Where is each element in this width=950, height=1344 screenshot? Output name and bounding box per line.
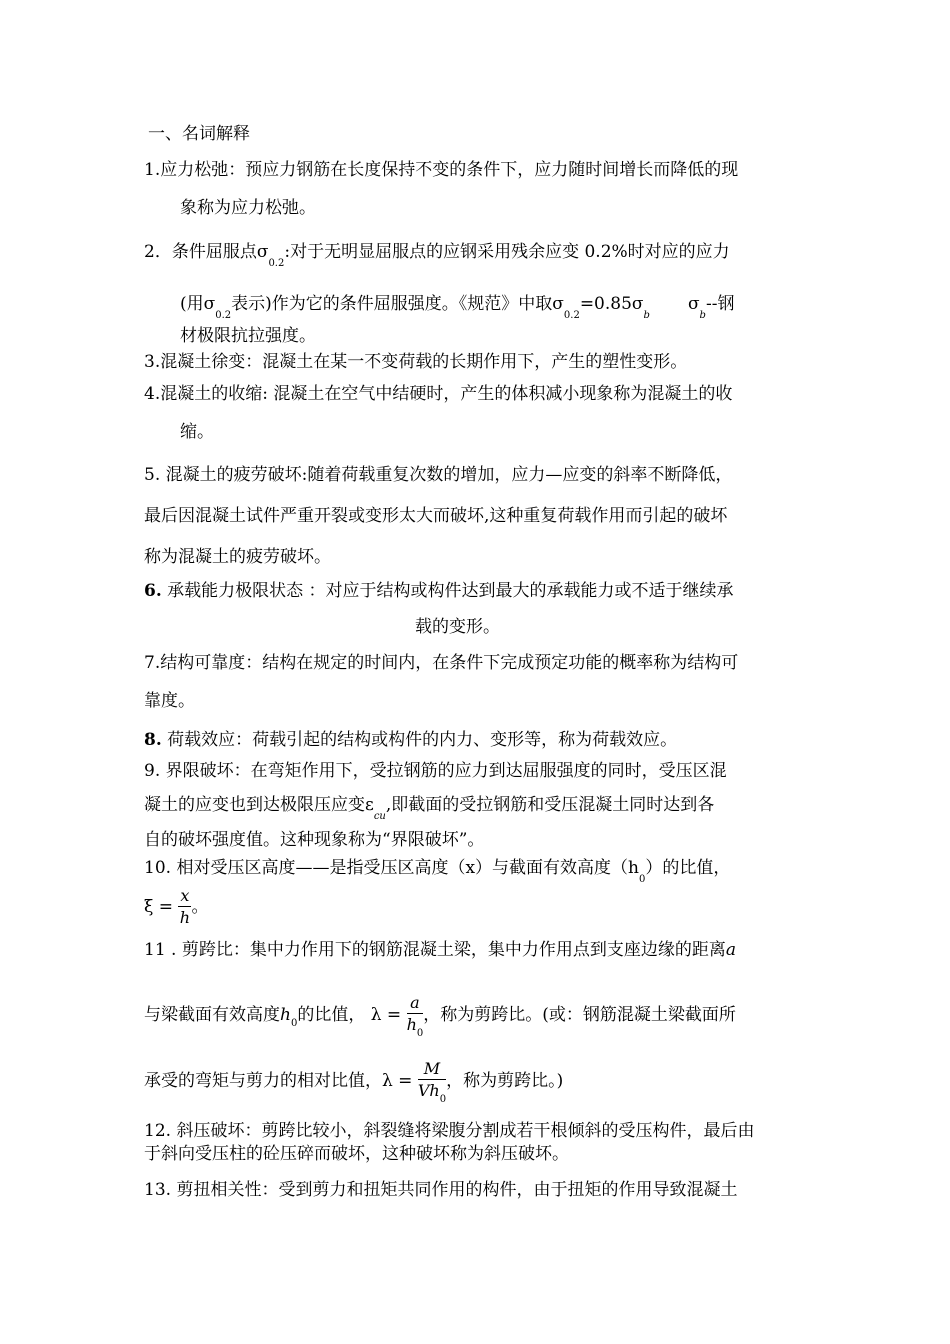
- fraction-x-over-h: [178, 886, 191, 929]
- denominator-h: h: [406, 1014, 417, 1034]
- term-11-line-1: [144, 939, 736, 961]
- term-7-line-1: 7.结构可靠度：结构在规定的时间内，在条件下完成预定功能的概率称为结构可: [144, 653, 739, 673]
- section-heading: 一、名词解释: [148, 124, 250, 144]
- subscript-0: 0: [439, 1093, 447, 1105]
- fraction-numerator: a: [407, 993, 424, 1014]
- subscript-0: 0: [290, 1018, 298, 1029]
- subscript-b: b: [643, 310, 650, 321]
- term-9-text-b: ,即截面的受拉钢筋和受压混凝土同时达到各: [385, 795, 715, 815]
- fraction-m-over-vh0: [418, 1059, 446, 1105]
- term-10-formula: [144, 883, 208, 931]
- term-6-line-1: [144, 580, 734, 602]
- subscript-0: 0: [416, 1027, 424, 1039]
- term-12-line-1: 12. 斜压破坏：剪跨比较小，斜裂缝将梁腹分割成若干根倾斜的受压构件，最后由: [144, 1121, 755, 1141]
- lambda-symbol: λ =: [382, 1071, 413, 1091]
- term-11-text-d: ，称为剪跨比。(或：钢筋混凝土梁截面所: [423, 1005, 736, 1025]
- term-8-text: 荷载效应：荷载引起的结构或构件的内力、变形等，称为荷载效应。: [161, 730, 678, 750]
- epsilon-symbol: ε: [365, 795, 374, 815]
- term-4-line-1: 4.混凝土的收缩: 混凝土在空气中结硬时，产生的体积减小现象称为混凝土的收: [144, 384, 733, 404]
- subscript-0: 0: [638, 874, 646, 885]
- term-11-text-b: 与梁截面有效高度: [144, 1005, 280, 1025]
- term-11-line-2: [144, 987, 736, 1046]
- term-9-line-1: 9. 界限破坏：在弯矩作用下，受拉钢筋的应力到达屈服强度的同时，受压区混: [144, 761, 727, 781]
- fraction-denominator: [407, 1014, 424, 1039]
- term-2-text-d: 表示)作为它的条件屈服强度。《规范》中取: [231, 294, 553, 314]
- term-2-text-e: =0.85: [579, 294, 632, 314]
- term-6-line-2: 载的变形。: [415, 617, 500, 637]
- variable-h: h: [280, 1005, 291, 1025]
- subscript-0-2: 0.2: [563, 310, 580, 321]
- term-8-line-1: [144, 729, 677, 751]
- fraction-denominator: h: [179, 908, 191, 927]
- sigma-symbol: σ: [203, 294, 216, 314]
- term-3-line-1: 3.混凝土徐变：混凝土在某一不变荷载的长期作用下，产生的塑性变形。: [144, 352, 688, 372]
- term-2-text-b: :对于无明显屈服点的应钢采用残余应变 0.2%时对应的应力: [284, 242, 730, 262]
- subscript-0-2: 0.2: [215, 310, 232, 321]
- term-2-text-a: 2．条件屈服点: [144, 242, 257, 262]
- term-2-line-1: [144, 241, 730, 269]
- term-6-text: 承载能力极限状态 ：对应于结构或构件达到最大的承载能力或不适于继续承: [161, 581, 734, 601]
- term-8-number: 8.: [144, 730, 162, 750]
- subscript-0-2: 0.2: [268, 258, 285, 269]
- term-10-line-1: [144, 857, 731, 885]
- term-2-text-f: --钢: [705, 294, 735, 314]
- term-6-number: 6.: [144, 581, 162, 601]
- fraction-denominator: [418, 1080, 446, 1105]
- term-11-text-e: 承受的弯矩与剪力的相对比值，: [144, 1071, 382, 1091]
- term-13-line-1: 13. 剪扭相关性：受到剪力和扭矩共同作用的构件，由于扭矩的作用导致混凝土: [144, 1180, 738, 1200]
- term-11-line-3: [144, 1053, 563, 1109]
- term-11-text-a: 11 . 剪跨比：集中力作用下的钢筋混凝土梁，集中力作用点到支座边缘的距离: [144, 940, 726, 960]
- variable-a: a: [725, 940, 736, 960]
- denominator-vh: Vh: [417, 1080, 440, 1100]
- subscript-cu: cu: [373, 811, 386, 822]
- term-11-text-f: ，称为剪跨比。): [446, 1071, 564, 1091]
- term-10-text-b: ）的比值，: [645, 858, 731, 878]
- term-9-text-a: 凝土的应变也到达极限压应变: [144, 795, 365, 815]
- fraction-a-over-h0: [407, 993, 424, 1039]
- sigma-symbol: σ: [552, 294, 564, 314]
- term-1-line-1: 1.应力松弛：预应力钢筋在长度保持不变的条件下，应力随时间增长而降低的现: [144, 160, 739, 180]
- sigma-symbol: σ: [631, 294, 644, 314]
- term-10-text-a: 10. 相对受压区高度——是指受压区高度（x）与截面有效高度（h: [144, 858, 639, 878]
- fraction-numerator: x: [180, 886, 190, 905]
- term-9-line-3: 自的破坏强度值。这种现象称为“界限破坏”。: [144, 830, 485, 850]
- term-2-text-c: (用: [180, 294, 204, 314]
- term-11-text-c: 的比值，: [297, 1005, 366, 1025]
- term-4-line-2: 缩。: [180, 422, 214, 442]
- term-1-line-2: 象称为应力松弛。: [180, 198, 316, 218]
- fraction-numerator: M: [418, 1059, 446, 1080]
- term-9-line-2: [144, 794, 715, 822]
- term-5-line-1: 5. 混凝土的疲劳破坏:随着荷载重复次数的增加，应力—应变的斜率不断降低，: [144, 465, 733, 485]
- term-5-line-2: 最后因混凝土试件严重开裂或变形太大而破坏,这种重复荷载作用而引起的破坏: [144, 506, 728, 526]
- sigma-symbol: σ: [687, 294, 700, 314]
- term-12-line-2: 于斜向受压柱的砼压碎而破坏，这种破坏称为斜压破坏。: [144, 1144, 569, 1164]
- sigma-symbol: σ: [256, 242, 269, 262]
- lambda-symbol: λ =: [370, 1005, 402, 1025]
- term-7-line-2: 靠度。: [144, 691, 195, 711]
- term-10-period: 。: [191, 897, 209, 917]
- term-2-line-3: 材极限抗拉强度。: [180, 326, 316, 346]
- xi-symbol: ξ =: [144, 897, 174, 917]
- subscript-b: b: [699, 310, 706, 321]
- term-2-line-2: [180, 293, 735, 321]
- term-5-line-3: 称为混凝土的疲劳破坏。: [144, 547, 331, 567]
